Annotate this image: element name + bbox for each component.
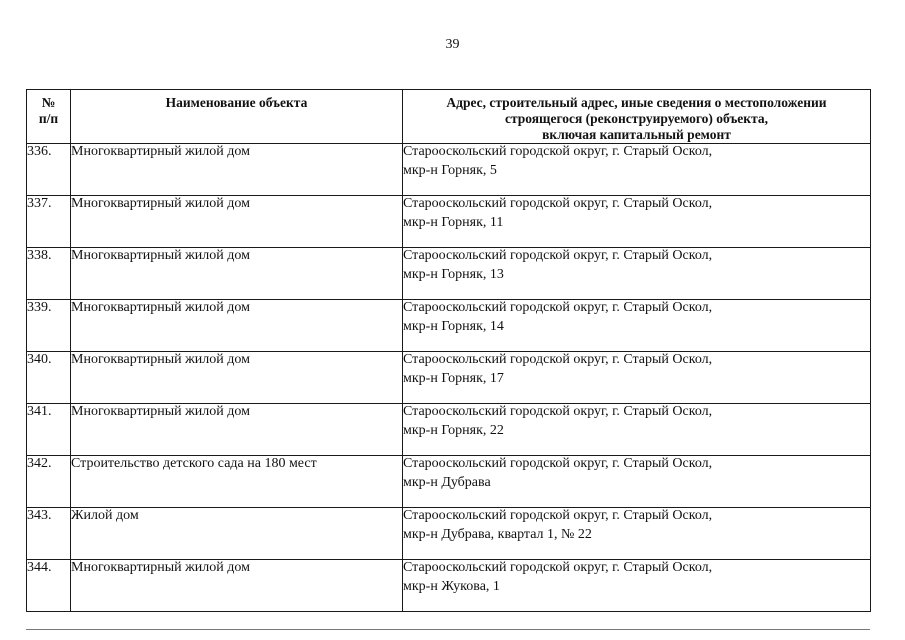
table-row — [27, 508, 871, 560]
row-address-line-1: Старооскольский городской округ, г. Старый Оскол, — [403, 404, 713, 419]
row-object-name: Многоквартирный жилой дом — [71, 248, 403, 300]
row-address — [403, 404, 871, 456]
page-number: 39 — [445, 37, 460, 52]
row-address — [403, 144, 871, 196]
row-address-line-2: мкр-н Дубрава, квартал 1, № 22 — [403, 527, 592, 542]
row-number: 339. — [27, 300, 71, 352]
row-number: 338. — [27, 248, 71, 300]
row-object-name: Многоквартирный жилой дом — [71, 196, 403, 248]
header-number-symbol: № — [41, 95, 56, 110]
row-number: 341. — [27, 404, 71, 456]
objects-table — [26, 89, 871, 612]
row-address — [403, 248, 871, 300]
header-address-line-3: включая капитальный ремонт — [542, 127, 731, 142]
row-address-line-2: мкр-н Горняк, 5 — [403, 163, 497, 178]
row-address-line-2: мкр-н Горняк, 17 — [403, 371, 504, 386]
row-address-line-2: мкр-н Горняк, 14 — [403, 319, 504, 334]
row-address — [403, 300, 871, 352]
header-number — [27, 90, 71, 144]
table-row — [27, 196, 871, 248]
header-address-line-2: строящегося (реконструируемого) объекта, — [504, 111, 769, 126]
header-object-name: Наименование объекта — [71, 90, 403, 144]
row-address-line-2: мкр-н Горняк, 22 — [403, 423, 504, 438]
row-object-name: Строительство детского сада на 180 мест — [71, 456, 403, 508]
row-address — [403, 560, 871, 612]
row-number: 340. — [27, 352, 71, 404]
row-object-name: Многоквартирный жилой дом — [71, 560, 403, 612]
row-object-name: Многоквартирный жилой дом — [71, 300, 403, 352]
row-address-line-1: Старооскольский городской округ, г. Старый Оскол, — [403, 196, 713, 211]
row-address-line-2: мкр-н Жукова, 1 — [403, 579, 500, 594]
table-row — [27, 144, 871, 196]
row-object-name: Жилой дом — [71, 508, 403, 560]
row-number: 336. — [27, 144, 71, 196]
row-address-line-1: Старооскольский городской округ, г. Старый Оскол, — [403, 456, 713, 471]
row-address — [403, 352, 871, 404]
row-address — [403, 196, 871, 248]
row-number: 342. — [27, 456, 71, 508]
bottom-edge-divider — [26, 629, 870, 630]
row-address — [403, 456, 871, 508]
header-address — [403, 90, 871, 144]
header-number-label: п/п — [38, 111, 59, 126]
row-address-line-2: мкр-н Горняк, 13 — [403, 267, 504, 282]
row-address-line-1: Старооскольский городской округ, г. Старый Оскол, — [403, 508, 713, 523]
row-number: 337. — [27, 196, 71, 248]
row-address-line-1: Старооскольский городской округ, г. Старый Оскол, — [403, 352, 713, 367]
row-address-line-2: мкр-н Дубрава — [403, 475, 491, 490]
row-address-line-1: Старооскольский городской округ, г. Старый Оскол, — [403, 248, 713, 263]
table-header-row — [27, 90, 871, 144]
row-address-line-1: Старооскольский городской округ, г. Старый Оскол, — [403, 144, 713, 159]
table-row — [27, 248, 871, 300]
row-object-name: Многоквартирный жилой дом — [71, 144, 403, 196]
row-address-line-2: мкр-н Горняк, 11 — [403, 215, 504, 230]
table-row — [27, 456, 871, 508]
row-number: 343. — [27, 508, 71, 560]
row-number: 344. — [27, 560, 71, 612]
header-address-line-1: Адрес, строительный адрес, иные сведения о местоположении — [446, 95, 827, 110]
row-address-line-1: Старооскольский городской округ, г. Старый Оскол, — [403, 300, 713, 315]
table-row — [27, 352, 871, 404]
row-object-name: Многоквартирный жилой дом — [71, 404, 403, 456]
table-row — [27, 300, 871, 352]
row-address — [403, 508, 871, 560]
row-object-name: Многоквартирный жилой дом — [71, 352, 403, 404]
row-address-line-1: Старооскольский городской округ, г. Старый Оскол, — [403, 560, 713, 575]
table-row — [27, 404, 871, 456]
table-row — [27, 560, 871, 612]
